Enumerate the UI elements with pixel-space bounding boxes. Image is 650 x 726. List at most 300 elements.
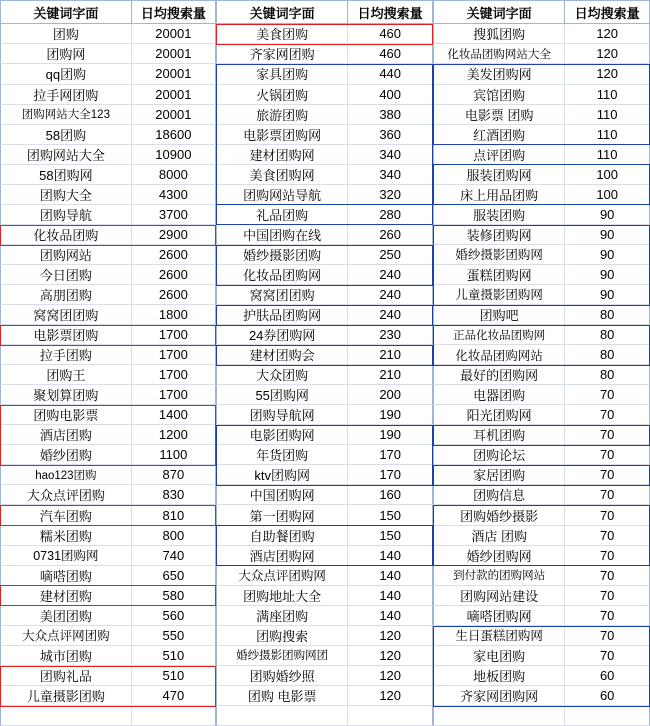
cell-keyword: 电影团购网 bbox=[216, 425, 348, 445]
cell-keyword: 团购礼品 bbox=[0, 666, 132, 686]
cell-volume: 70 bbox=[565, 566, 650, 586]
table-row bbox=[216, 145, 433, 165]
cell-volume: 90 bbox=[565, 245, 650, 265]
cell-keyword: 拉手团购 bbox=[0, 345, 132, 365]
table-row bbox=[433, 425, 650, 445]
cell-volume: 20001 bbox=[132, 44, 216, 64]
table-row bbox=[433, 85, 650, 105]
cell-volume: 2600 bbox=[132, 245, 216, 265]
cell-keyword: 聚划算团购 bbox=[0, 385, 132, 405]
cell-volume: 210 bbox=[348, 345, 433, 365]
table-row bbox=[0, 405, 216, 425]
cell-keyword: 团购搜索 bbox=[216, 626, 348, 646]
cell-volume: 190 bbox=[348, 425, 433, 445]
cell-volume: 70 bbox=[565, 385, 650, 405]
table-row bbox=[0, 505, 216, 525]
table-row bbox=[216, 125, 433, 145]
cell-keyword: 团购导航网 bbox=[216, 405, 348, 425]
cell-keyword: 红酒团购 bbox=[433, 125, 565, 145]
table-row bbox=[0, 546, 216, 566]
cell-volume: 90 bbox=[565, 265, 650, 285]
cell-volume: 1700 bbox=[132, 325, 216, 345]
table-row bbox=[433, 626, 650, 646]
table-row bbox=[216, 385, 433, 405]
table-row bbox=[433, 385, 650, 405]
cell-volume: 210 bbox=[348, 365, 433, 385]
cell-keyword: 儿童摄影团购网 bbox=[433, 285, 565, 305]
cell-volume: 20001 bbox=[132, 105, 216, 125]
column-header-volume: 日均搜索量 bbox=[565, 0, 650, 24]
column-header-volume: 日均搜索量 bbox=[132, 0, 216, 24]
cell-volume: 4300 bbox=[132, 185, 216, 205]
column-header-keyword: 关键词字面 bbox=[216, 0, 348, 24]
table-row bbox=[0, 606, 216, 626]
table-row bbox=[216, 85, 433, 105]
table-row bbox=[0, 666, 216, 686]
cell-keyword: 服装团购网 bbox=[433, 165, 565, 185]
cell-volume: 20001 bbox=[132, 24, 216, 44]
cell-volume: 140 bbox=[348, 566, 433, 586]
cell-volume: 260 bbox=[348, 225, 433, 245]
cell-volume: 830 bbox=[132, 485, 216, 505]
cell-volume: 380 bbox=[348, 105, 433, 125]
table-row bbox=[216, 505, 433, 525]
cell-volume: 20001 bbox=[132, 64, 216, 84]
cell-volume: 580 bbox=[132, 586, 216, 606]
table-row bbox=[433, 285, 650, 305]
cell-volume: 70 bbox=[565, 505, 650, 525]
table-row bbox=[433, 405, 650, 425]
cell-keyword: 电影票团购 bbox=[0, 325, 132, 345]
cell-keyword: 齐家网团购网 bbox=[433, 686, 565, 706]
cell-keyword: 糯米团购 bbox=[0, 526, 132, 546]
cell-keyword: 中国团购网 bbox=[216, 485, 348, 505]
cell-keyword: 美团团购 bbox=[0, 606, 132, 626]
cell-volume: 20001 bbox=[132, 85, 216, 105]
table-row bbox=[433, 465, 650, 485]
table-row bbox=[216, 285, 433, 305]
table-row bbox=[0, 425, 216, 445]
table-row bbox=[0, 385, 216, 405]
cell-volume: 120 bbox=[348, 666, 433, 686]
cell-volume: 1400 bbox=[132, 405, 216, 425]
cell-volume: 190 bbox=[348, 405, 433, 425]
cell-volume: 1100 bbox=[132, 445, 216, 465]
cell-volume: 360 bbox=[348, 125, 433, 145]
cell-keyword: 窝窝团团购 bbox=[216, 285, 348, 305]
table-row bbox=[433, 245, 650, 265]
cell-volume: 320 bbox=[348, 185, 433, 205]
cell-volume: 70 bbox=[565, 465, 650, 485]
table-row bbox=[0, 646, 216, 666]
table-block-1 bbox=[0, 0, 216, 726]
cell-volume: 240 bbox=[348, 285, 433, 305]
cell-keyword: 嘀嗒团购网 bbox=[433, 606, 565, 626]
table-row bbox=[216, 445, 433, 465]
table-row bbox=[0, 305, 216, 325]
table-row bbox=[433, 125, 650, 145]
table-row bbox=[433, 526, 650, 546]
cell-volume: 60 bbox=[565, 666, 650, 686]
cell-keyword: 蛋糕团购网 bbox=[433, 265, 565, 285]
cell-keyword: 搜狐团购 bbox=[433, 24, 565, 44]
cell-keyword: ktv团购网 bbox=[216, 465, 348, 485]
table-header-row bbox=[216, 0, 433, 24]
table-row bbox=[216, 626, 433, 646]
cell-volume: 70 bbox=[565, 626, 650, 646]
table-row bbox=[433, 546, 650, 566]
cell-volume: 460 bbox=[348, 24, 433, 44]
table-row bbox=[216, 706, 433, 726]
cell-volume: 120 bbox=[565, 64, 650, 84]
column-header-keyword: 关键词字面 bbox=[0, 0, 132, 24]
cell-volume: 70 bbox=[565, 526, 650, 546]
cell-keyword: 团购 bbox=[0, 24, 132, 44]
cell-keyword: 拉手网团购 bbox=[0, 85, 132, 105]
cell-volume: 70 bbox=[565, 485, 650, 505]
cell-keyword: 齐家网团购 bbox=[216, 44, 348, 64]
table-row bbox=[433, 105, 650, 125]
cell-keyword bbox=[433, 706, 565, 726]
cell-keyword: 0731团购网 bbox=[0, 546, 132, 566]
cell-keyword: 团购 电影票 bbox=[216, 686, 348, 706]
cell-keyword: 地板团购 bbox=[433, 666, 565, 686]
table-row bbox=[0, 686, 216, 706]
cell-keyword: 团购地址大全 bbox=[216, 586, 348, 606]
table-row bbox=[216, 265, 433, 285]
cell-volume: 120 bbox=[348, 626, 433, 646]
cell-keyword: 汽车团购 bbox=[0, 505, 132, 525]
table-row bbox=[433, 505, 650, 525]
cell-keyword: 护肤品团购网 bbox=[216, 305, 348, 325]
cell-volume: 340 bbox=[348, 165, 433, 185]
cell-keyword: 大众团购 bbox=[216, 365, 348, 385]
cell-volume: 140 bbox=[348, 586, 433, 606]
table-row bbox=[0, 245, 216, 265]
cell-volume: 150 bbox=[348, 505, 433, 525]
table-row bbox=[216, 365, 433, 385]
table-row bbox=[0, 586, 216, 606]
table-row bbox=[216, 606, 433, 626]
cell-keyword bbox=[0, 706, 132, 726]
cell-volume: 70 bbox=[565, 425, 650, 445]
table-row bbox=[0, 325, 216, 345]
cell-volume: 170 bbox=[348, 465, 433, 485]
table-row bbox=[216, 526, 433, 546]
cell-keyword: 团购王 bbox=[0, 365, 132, 385]
cell-volume: 90 bbox=[565, 225, 650, 245]
cell-volume: 110 bbox=[565, 145, 650, 165]
column-header-volume: 日均搜索量 bbox=[348, 0, 433, 24]
table-row bbox=[433, 345, 650, 365]
table-row bbox=[216, 405, 433, 425]
table-header-row bbox=[433, 0, 650, 24]
cell-volume: 70 bbox=[565, 546, 650, 566]
cell-keyword: 美发团购网 bbox=[433, 64, 565, 84]
cell-volume: 230 bbox=[348, 325, 433, 345]
cell-keyword: 大众点评团购网 bbox=[216, 566, 348, 586]
cell-volume: 400 bbox=[348, 85, 433, 105]
cell-keyword: 团购大全 bbox=[0, 185, 132, 205]
cell-keyword: 团购电影票 bbox=[0, 405, 132, 425]
cell-volume: 10900 bbox=[132, 145, 216, 165]
cell-volume: 18600 bbox=[132, 125, 216, 145]
table-row bbox=[0, 85, 216, 105]
cell-volume: 90 bbox=[565, 205, 650, 225]
cell-volume: 870 bbox=[132, 465, 216, 485]
table-row bbox=[0, 165, 216, 185]
cell-keyword: 第一团购网 bbox=[216, 505, 348, 525]
table-row bbox=[216, 345, 433, 365]
cell-keyword: 酒店团购网 bbox=[216, 546, 348, 566]
cell-keyword: 58团购网 bbox=[0, 165, 132, 185]
table-row bbox=[0, 44, 216, 64]
table-header-row bbox=[0, 0, 216, 24]
cell-keyword: 床上用品团购 bbox=[433, 185, 565, 205]
cell-keyword: 团购论坛 bbox=[433, 445, 565, 465]
table-row bbox=[433, 145, 650, 165]
cell-volume: 100 bbox=[565, 165, 650, 185]
table-row bbox=[216, 666, 433, 686]
table-body bbox=[433, 24, 650, 726]
cell-volume: 1700 bbox=[132, 385, 216, 405]
table-row bbox=[0, 706, 216, 726]
cell-volume: 250 bbox=[348, 245, 433, 265]
table-row bbox=[0, 185, 216, 205]
cell-keyword: 团购婚纱照 bbox=[216, 666, 348, 686]
cell-volume: 70 bbox=[565, 586, 650, 606]
table-row bbox=[216, 205, 433, 225]
table-row bbox=[433, 445, 650, 465]
cell-keyword: 团购网站 bbox=[0, 245, 132, 265]
cell-keyword: 家具团购 bbox=[216, 64, 348, 84]
cell-keyword: 24券团购网 bbox=[216, 325, 348, 345]
table-row bbox=[216, 425, 433, 445]
cell-volume: 70 bbox=[565, 646, 650, 666]
cell-volume: 340 bbox=[348, 145, 433, 165]
cell-volume: 2900 bbox=[132, 225, 216, 245]
cell-volume: 200 bbox=[348, 385, 433, 405]
cell-volume: 510 bbox=[132, 646, 216, 666]
cell-keyword: 大众点评团购 bbox=[0, 485, 132, 505]
cell-keyword: qq团购 bbox=[0, 64, 132, 84]
cell-volume: 8000 bbox=[132, 165, 216, 185]
cell-volume: 170 bbox=[348, 445, 433, 465]
table-row bbox=[433, 44, 650, 64]
table-row bbox=[0, 345, 216, 365]
cell-keyword: 中国团购在线 bbox=[216, 225, 348, 245]
cell-keyword bbox=[216, 706, 348, 726]
table-row bbox=[0, 526, 216, 546]
table-row bbox=[216, 686, 433, 706]
table-row bbox=[0, 145, 216, 165]
table-row bbox=[0, 225, 216, 245]
table-row bbox=[0, 365, 216, 385]
cell-keyword: 建材团购会 bbox=[216, 345, 348, 365]
cell-keyword: 团购信息 bbox=[433, 485, 565, 505]
cell-volume: 60 bbox=[565, 686, 650, 706]
cell-volume: 80 bbox=[565, 305, 650, 325]
table-row bbox=[433, 225, 650, 245]
cell-volume: 160 bbox=[348, 485, 433, 505]
table-row bbox=[216, 64, 433, 84]
table-row bbox=[0, 465, 216, 485]
column-header-keyword: 关键词字面 bbox=[433, 0, 565, 24]
table-row bbox=[433, 606, 650, 626]
cell-keyword: 酒店 团购 bbox=[433, 526, 565, 546]
cell-keyword: 火锅团购 bbox=[216, 85, 348, 105]
cell-volume: 3700 bbox=[132, 205, 216, 225]
cell-volume: 240 bbox=[348, 265, 433, 285]
table-row bbox=[433, 666, 650, 686]
cell-keyword: 城市团购 bbox=[0, 646, 132, 666]
cell-keyword: 满座团购 bbox=[216, 606, 348, 626]
table-row bbox=[433, 566, 650, 586]
table-row bbox=[216, 225, 433, 245]
cell-keyword: 家电团购 bbox=[433, 646, 565, 666]
cell-volume: 650 bbox=[132, 566, 216, 586]
cell-keyword: 耳机团购 bbox=[433, 425, 565, 445]
cell-volume bbox=[565, 706, 650, 726]
cell-keyword: 正品化妆品团购网 bbox=[433, 325, 565, 345]
cell-keyword: 窝窝团团购 bbox=[0, 305, 132, 325]
cell-volume: 140 bbox=[348, 606, 433, 626]
cell-volume: 70 bbox=[565, 606, 650, 626]
cell-keyword: 婚纱摄影团购网 bbox=[433, 245, 565, 265]
cell-keyword: 婚纱摄影团购网团 bbox=[216, 646, 348, 666]
cell-volume: 740 bbox=[132, 546, 216, 566]
cell-keyword: 阳光团购网 bbox=[433, 405, 565, 425]
cell-keyword: 建材团购 bbox=[0, 586, 132, 606]
table-row bbox=[216, 646, 433, 666]
table-row bbox=[433, 325, 650, 345]
cell-keyword: 点评团购 bbox=[433, 145, 565, 165]
table-row bbox=[216, 105, 433, 125]
cell-keyword: 团购吧 bbox=[433, 305, 565, 325]
cell-keyword: 儿童摄影团购 bbox=[0, 686, 132, 706]
cell-volume: 510 bbox=[132, 666, 216, 686]
table-row bbox=[216, 465, 433, 485]
table-row bbox=[433, 646, 650, 666]
cell-volume: 140 bbox=[348, 546, 433, 566]
table-row bbox=[433, 64, 650, 84]
cell-keyword: 建材团购网 bbox=[216, 145, 348, 165]
table-row bbox=[0, 445, 216, 465]
cell-keyword: 高朋团购 bbox=[0, 285, 132, 305]
cell-volume: 70 bbox=[565, 405, 650, 425]
cell-keyword: 化妆品团购网站 bbox=[433, 345, 565, 365]
table-row bbox=[0, 626, 216, 646]
cell-volume: 560 bbox=[132, 606, 216, 626]
table-row bbox=[0, 24, 216, 44]
table-row bbox=[433, 485, 650, 505]
table-row bbox=[216, 325, 433, 345]
cell-volume: 240 bbox=[348, 305, 433, 325]
cell-volume: 80 bbox=[565, 365, 650, 385]
cell-keyword: 团购网 bbox=[0, 44, 132, 64]
cell-keyword: 58团购 bbox=[0, 125, 132, 145]
cell-keyword: 团购网站建设 bbox=[433, 586, 565, 606]
cell-volume: 800 bbox=[132, 526, 216, 546]
cell-keyword: 礼品团购 bbox=[216, 205, 348, 225]
table-row bbox=[0, 105, 216, 125]
table-row bbox=[433, 265, 650, 285]
cell-keyword: 团购网站导航 bbox=[216, 185, 348, 205]
table-row bbox=[216, 44, 433, 64]
table-row bbox=[0, 485, 216, 505]
cell-keyword: 生日蛋糕团购网 bbox=[433, 626, 565, 646]
cell-keyword: 婚纱团购网 bbox=[433, 546, 565, 566]
table-block-3 bbox=[433, 0, 650, 726]
cell-keyword: 电影票 团购 bbox=[433, 105, 565, 125]
cell-volume: 120 bbox=[565, 24, 650, 44]
cell-keyword: 自助餐团购 bbox=[216, 526, 348, 546]
cell-volume: 80 bbox=[565, 345, 650, 365]
cell-keyword: 美食团购 bbox=[216, 24, 348, 44]
cell-volume: 810 bbox=[132, 505, 216, 525]
cell-volume: 2600 bbox=[132, 265, 216, 285]
cell-volume: 440 bbox=[348, 64, 433, 84]
cell-keyword: 嘀嗒团购 bbox=[0, 566, 132, 586]
table-row bbox=[0, 285, 216, 305]
cell-keyword: 电影票团购网 bbox=[216, 125, 348, 145]
cell-volume: 2600 bbox=[132, 285, 216, 305]
table-row bbox=[0, 205, 216, 225]
cell-keyword: 团购网站大全 bbox=[0, 145, 132, 165]
cell-keyword: 化妆品团购 bbox=[0, 225, 132, 245]
table-row bbox=[216, 24, 433, 44]
cell-volume: 70 bbox=[565, 445, 650, 465]
cell-keyword: 今日团购 bbox=[0, 265, 132, 285]
cell-keyword: hao123团购 bbox=[0, 465, 132, 485]
table-row bbox=[216, 185, 433, 205]
table-row bbox=[216, 305, 433, 325]
cell-volume bbox=[132, 706, 216, 726]
cell-volume bbox=[348, 706, 433, 726]
table-row bbox=[216, 165, 433, 185]
table-row bbox=[0, 265, 216, 285]
cell-volume: 460 bbox=[348, 44, 433, 64]
cell-keyword: 旅游团购 bbox=[216, 105, 348, 125]
cell-volume: 90 bbox=[565, 285, 650, 305]
cell-keyword: 年货团购 bbox=[216, 445, 348, 465]
cell-keyword: 到付款的团购网站 bbox=[433, 566, 565, 586]
table-row bbox=[433, 185, 650, 205]
cell-keyword: 宾馆团购 bbox=[433, 85, 565, 105]
cell-keyword: 婚纱团购 bbox=[0, 445, 132, 465]
cell-keyword: 电器团购 bbox=[433, 385, 565, 405]
table-row bbox=[433, 305, 650, 325]
cell-keyword: 最好的团购网 bbox=[433, 365, 565, 385]
cell-keyword: 服装团购 bbox=[433, 205, 565, 225]
cell-volume: 120 bbox=[348, 686, 433, 706]
table-row bbox=[433, 24, 650, 44]
cell-keyword: 婚纱摄影团购 bbox=[216, 245, 348, 265]
table-body bbox=[0, 24, 216, 726]
table-row bbox=[216, 566, 433, 586]
table-row bbox=[216, 245, 433, 265]
cell-volume: 120 bbox=[348, 646, 433, 666]
cell-keyword: 化妆品团购网 bbox=[216, 265, 348, 285]
cell-volume: 150 bbox=[348, 526, 433, 546]
cell-volume: 470 bbox=[132, 686, 216, 706]
cell-volume: 80 bbox=[565, 325, 650, 345]
table-row bbox=[433, 686, 650, 706]
cell-keyword: 团购婚纱摄影 bbox=[433, 505, 565, 525]
cell-volume: 120 bbox=[565, 44, 650, 64]
cell-volume: 110 bbox=[565, 85, 650, 105]
cell-keyword: 美食团购网 bbox=[216, 165, 348, 185]
